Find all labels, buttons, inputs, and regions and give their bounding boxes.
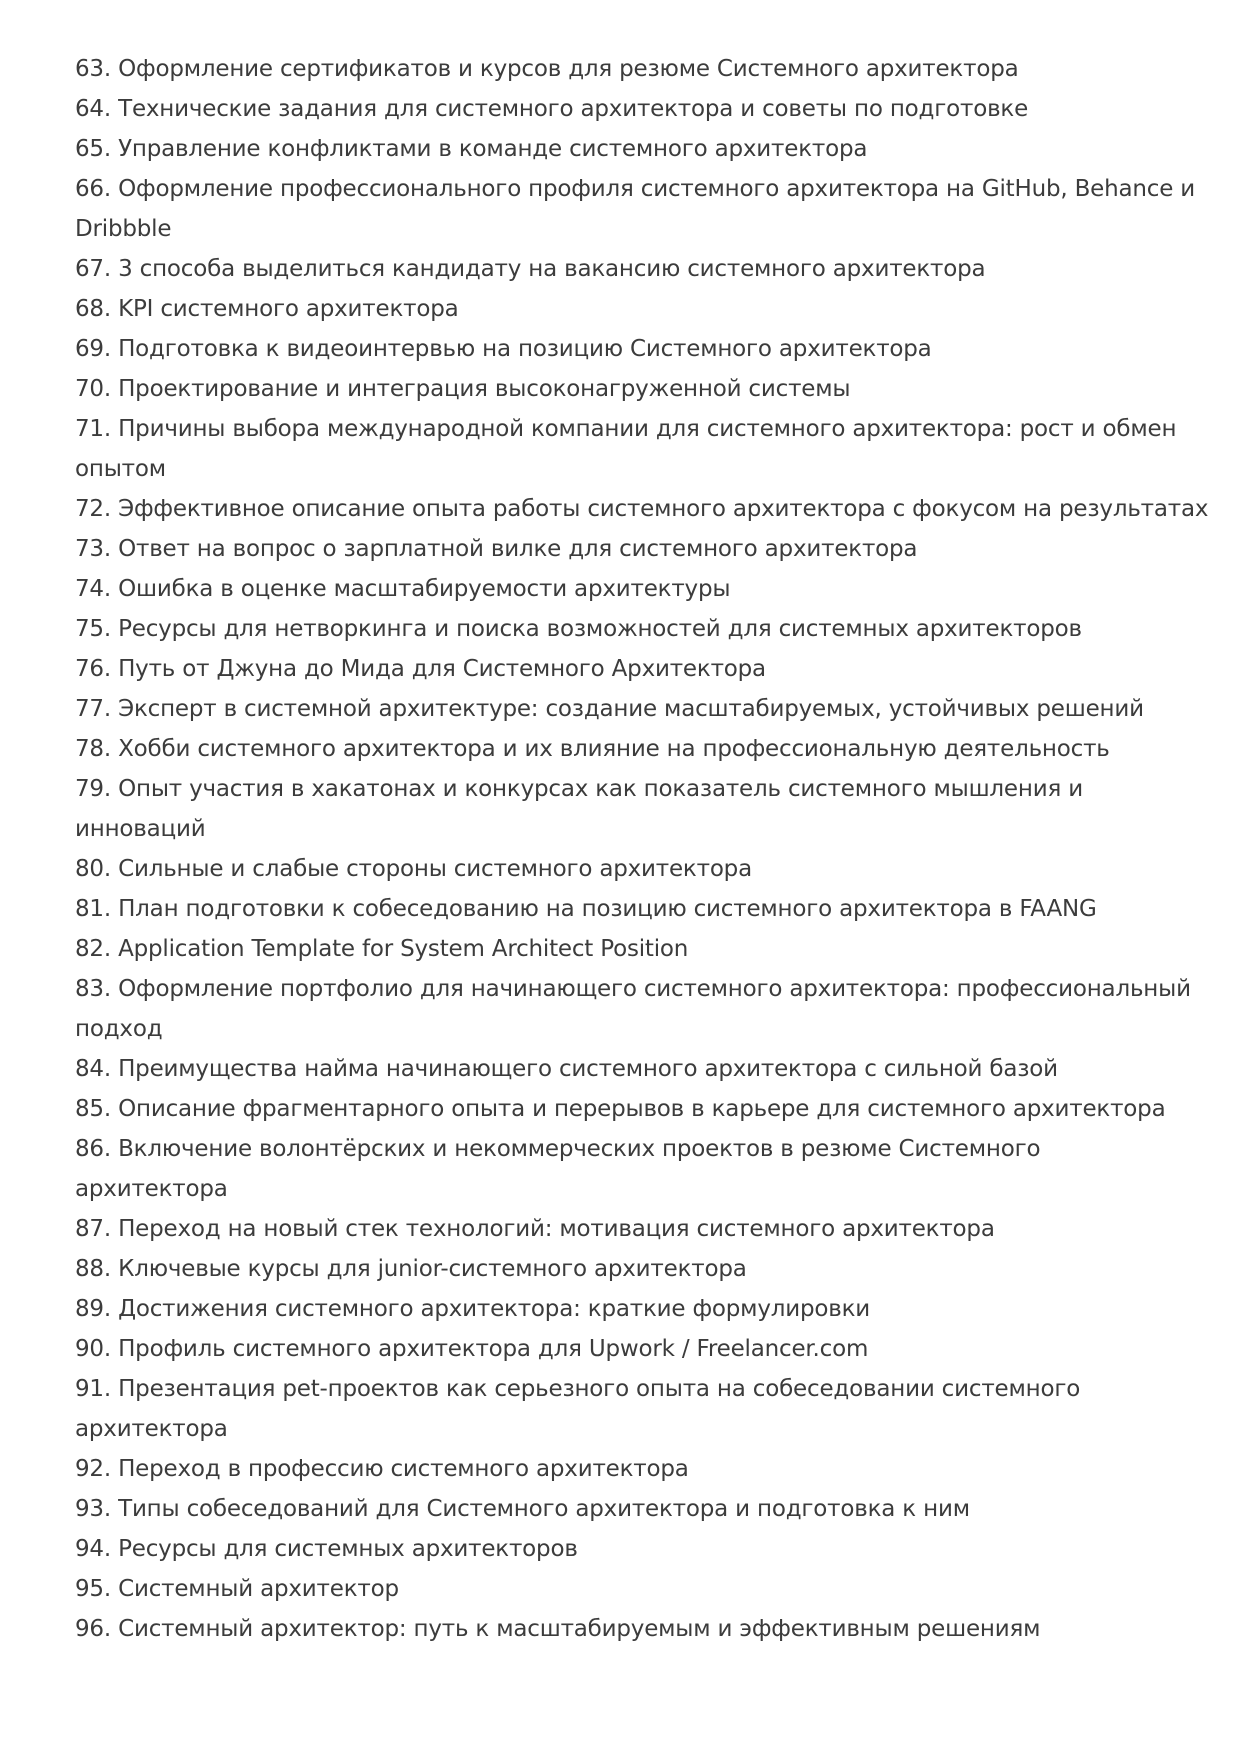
list-item [75, 369, 1179, 409]
list-item-line: 82. Application Template for System Architect Position [75, 936, 689, 962]
list-item-line: 76. Путь от Джуна до Мида для Системного Архитектора [75, 656, 766, 682]
list-item [75, 1249, 1179, 1289]
list-item [75, 1089, 1179, 1129]
list-item [75, 169, 1196, 249]
list-item [75, 1369, 1179, 1449]
list-item [75, 1569, 1179, 1609]
list-item-line: 78. Хобби системного архитектора и их влияние на профессиональную деятельность [75, 736, 1110, 762]
list-item-line: инноваций [75, 816, 206, 842]
list-item [75, 409, 1179, 489]
list-item-line: 84. Преимущества найма начинающего системного архитектора с сильной базой [75, 1056, 1058, 1082]
list-item [75, 729, 1179, 769]
list-item [75, 769, 1179, 849]
list-item-line: 68. KPI системного архитектора [75, 296, 459, 322]
list-item-line: 80. Сильные и слабые стороны системного архитектора [75, 856, 752, 882]
list-item-line: архитектора [75, 1176, 228, 1202]
list-item [75, 1489, 1179, 1529]
list-item-line: 79. Опыт участия в хакатонах и конкурсах как показатель системного мышления и [75, 776, 1083, 802]
list-item-line: 75. Ресурсы для нетворкинга и поиска возможностей для системных архитекторов [75, 616, 1082, 642]
list-item [75, 1289, 1179, 1329]
list-item-line: 86. Включение волонтёрских и некоммерческих проектов в резюме Системного [75, 1136, 1041, 1162]
list-item [75, 1609, 1179, 1649]
list-item-line: 93. Типы собеседований для Системного архитектора и подготовка к ним [75, 1496, 970, 1522]
list-item [75, 609, 1179, 649]
list-item [75, 1529, 1179, 1569]
list-item-line: 64. Технические задания для системного архитектора и советы по подготовке [75, 96, 1029, 122]
list-item [75, 489, 1209, 529]
list-item-line: Dribbble [75, 216, 172, 242]
list-item [75, 1209, 1179, 1249]
list-item-line: 96. Системный архитектор: путь к масштабируемым и эффективным решениям [75, 1616, 1041, 1642]
list-item [75, 89, 1179, 129]
list-item [75, 689, 1179, 729]
list-item-line: 67. 3 способа выделиться кандидату на вакансию системного архитектора [75, 256, 986, 282]
list-item-line: 81. План подготовки к собеседованию на позицию системного архитектора в FAANG [75, 896, 1097, 922]
list-item-line: 92. Переход в профессию системного архитектора [75, 1456, 689, 1482]
list-item-line: архитектора [75, 1416, 228, 1442]
list-item-line: 63. Оформление сертификатов и курсов для резюме Системного архитектора [75, 56, 1019, 82]
list-item-line: 74. Ошибка в оценке масштабируемости архитектуры [75, 576, 731, 602]
list-item [75, 289, 1179, 329]
list-item [75, 329, 1179, 369]
list-item [75, 1449, 1179, 1489]
list-item-line: 88. Ключевые курсы для junior-системного архитектора [75, 1256, 747, 1282]
list-item-line: 73. Ответ на вопрос о зарплатной вилке для системного архитектора [75, 536, 918, 562]
list-item-line: опытом [75, 456, 166, 482]
list-item [75, 249, 1179, 289]
list-item [75, 889, 1179, 929]
list-item-line: 85. Описание фрагментарного опыта и перерывов в карьере для системного архитектора [75, 1096, 1166, 1122]
list-item-line: 90. Профиль системного архитектора для Upwork / Freelancer.com [75, 1336, 869, 1362]
list-item-line: 72. Эффективное описание опыта работы системного архитектора с фокусом на результатах [75, 496, 1209, 522]
list-item-line: 69. Подготовка к видеоинтервью на позицию Системного архитектора [75, 336, 932, 362]
list-item-line: 65. Управление конфликтами в команде системного архитектора [75, 136, 868, 162]
list-item-line: 95. Системный архитектор [75, 1576, 399, 1602]
list-item [75, 49, 1179, 89]
list-item [75, 929, 1179, 969]
numbered-list [75, 49, 1209, 1649]
list-item [75, 129, 1179, 169]
list-item-line: 91. Презентация pet-проектов как серьезного опыта на собеседовании системного [75, 1376, 1081, 1402]
list-item-line: 77. Эксперт в системной архитектуре: создание масштабируемых, устойчивых решений [75, 696, 1144, 722]
list-item-line: 87. Переход на новый стек технологий: мотивация системного архитектора [75, 1216, 995, 1242]
list-item [75, 1329, 1179, 1369]
list-item [75, 969, 1191, 1049]
list-item [75, 1129, 1179, 1209]
list-item [75, 1049, 1179, 1089]
list-item-line: 70. Проектирование и интеграция высоконагруженной системы [75, 376, 851, 402]
list-item-line: 66. Оформление профессионального профиля системного архитектора на GitHub, Behance и [75, 176, 1196, 202]
list-item [75, 849, 1179, 889]
list-item-line: 71. Причины выбора международной компании для системного архитектора: рост и обмен [75, 416, 1177, 442]
list-item [75, 649, 1179, 689]
list-item-line: 89. Достижения системного архитектора: краткие формулировки [75, 1296, 871, 1322]
list-item-line: 83. Оформление портфолио для начинающего системного архитектора: профессиональный [75, 976, 1191, 1002]
list-item-line: 94. Ресурсы для системных архитекторов [75, 1536, 578, 1562]
list-item [75, 529, 1179, 569]
list-item-line: подход [75, 1016, 163, 1042]
list-item [75, 569, 1179, 609]
